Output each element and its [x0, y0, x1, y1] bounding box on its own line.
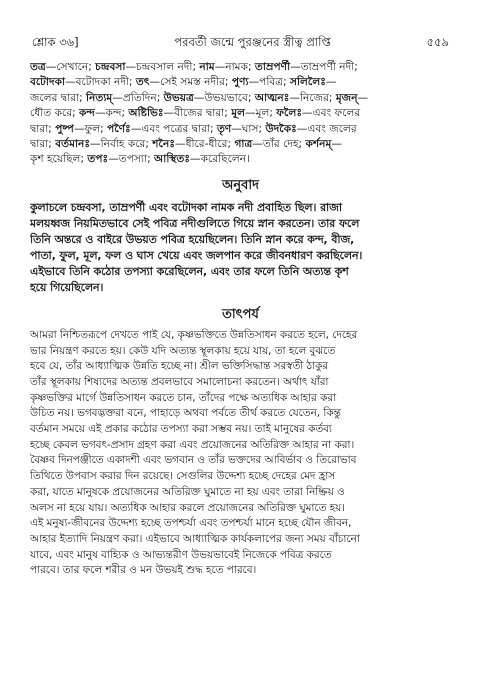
term-meaning: জলের দ্বারা;	[30, 91, 87, 104]
term-meaning: ধৌত করে;	[30, 107, 80, 120]
translation-line: পাতা, ফুল, মূল, ফল ও ঘাস খেয়ে এবং জলপান করে জীবনধারণ করছিলেন।	[30, 248, 363, 262]
term-meaning: —নামক;	[214, 61, 255, 73]
sanskrit-term: আস্থিতঃ	[154, 153, 191, 166]
sanskrit-term: তপঃ	[87, 153, 109, 166]
term-meaning: —	[357, 91, 369, 104]
sanskrit-term: বটোদকা	[30, 76, 66, 89]
synonym-line	[30, 91, 451, 106]
sanskrit-term: ফলৈঃ	[276, 107, 303, 120]
purport-line: বৈষ্ণব দিনপঞ্জীতে একাদশী এবং ভগবান ও তাঁর ভক্তদের আবির্ভাব ও তিরোভাব	[30, 454, 357, 467]
purport-line: তাঁর স্থূলকায় শিষ্যদের অত্যন্ত প্রবলভাবে সমালোচনা করতেন। অর্থাৎ যাঁরা	[30, 375, 329, 388]
translation-line: এইভাবে তিনি কঠোর তপস্যা করেছিলেন, এবং তার ফলে তিনি অত্যন্ত কৃশ	[30, 264, 349, 278]
purport-line: এই মনুষ্য-জীবনের উদ্দেশ্য হচ্ছে তপশ্চর্যা এবং তপশ্চর্যা মানে হচ্ছে যৌন জীবন,	[30, 517, 352, 530]
translation-heading: অনুবাদ	[222, 177, 259, 193]
translation-line: হয়ে গিয়েছিলেন।	[30, 280, 104, 294]
term-meaning: —	[331, 138, 342, 151]
sanskrit-term: পর্ণৈঃ	[107, 122, 131, 135]
purport-line: অলস না হয়ে যায়। অত্যধিক আহার করলে প্রয়োজনের অতিরিক্ত ঘুমাতে হয়।	[30, 501, 345, 514]
purport-line: উচিত নয়। ভগবদ্ভক্তরা বনে, পাহাড়ে অথবা পর্বতে তীর্থ করতে যেতেন, কিন্তু	[30, 407, 341, 420]
sanskrit-term: নাম	[199, 61, 215, 73]
sanskrit-term: তৃণ	[216, 122, 232, 135]
sanskrit-term: তত্র	[30, 61, 46, 73]
term-meaning: —ঘাস;	[231, 122, 266, 135]
term-meaning: —চন্দ্রবসাল নদী;	[125, 61, 200, 73]
purport-line: পারবে। তার ফলে শরীর ও মন উভয়ই শুদ্ধ হতে পারবে।	[30, 564, 257, 577]
term-meaning: —এবং ফলের	[302, 107, 361, 120]
sanskrit-term: মৃজন্	[335, 91, 358, 104]
term-meaning: —ফুল;	[73, 122, 108, 135]
sanskrit-term: আত্মনঃ	[254, 91, 290, 104]
purport-line: হচ্ছে কেবল ভগবৎ-প্রসাদ গ্রহণ করা এবং প্রয়োজনের অতিরিক্ত আহার না করা।	[30, 438, 355, 451]
synonym-line	[30, 152, 451, 167]
term-meaning: —করেছিলেন।	[190, 153, 250, 166]
verse-reference: শ্লোক ৩৬]	[32, 35, 79, 49]
purport-line: করা, যাতে মানুষকে প্রয়োজনের অতিরিক্ত ঘুমাতে না হয় এবং তারা নিষ্ক্রিয় ও	[30, 485, 345, 498]
sanskrit-term: সলিলৈঃ	[289, 76, 326, 89]
synonym-line	[30, 75, 451, 90]
sanskrit-term: গাত্র	[234, 138, 253, 151]
sanskrit-term: অষ্টিভিঃ	[128, 107, 164, 120]
term-meaning: —বটোদকা নদী;	[65, 76, 136, 89]
sanskrit-term: শনৈঃ	[152, 138, 175, 151]
purport-block	[30, 328, 451, 579]
purport-line: ভার নিয়ন্ত্রণ করতে হয়। কেউ যদি অত্যন্ত স্থূলকায় হয়ে যায়, তা হলে বুঝতে	[30, 344, 336, 357]
synonyms-block	[30, 60, 451, 168]
synonym-line	[30, 122, 451, 137]
synonym-line	[30, 106, 451, 121]
translation-line: কুলাচলে চন্দ্রবসা, তাম্রপর্ণী এবং বটোদকা নামক নদী প্রবাহিত ছিল। রাজা	[30, 200, 342, 214]
term-meaning: —মূল;	[244, 107, 277, 120]
term-meaning: —বীজের দ্বারা;	[163, 107, 232, 120]
term-meaning: —এবং জলের	[296, 122, 357, 135]
term-meaning: —তাঁর দেহ;	[252, 138, 306, 151]
sanskrit-term: উদকৈঃ	[265, 122, 297, 135]
purport-line: যাবে, এবং মানুষ বাহ্যিক ও আভ্যন্তরীণ উভয়ভাবেই নিজেকে পবিত্র করতে	[30, 548, 332, 561]
term-meaning: —কন্দ;	[94, 107, 129, 120]
term-meaning: —তপস্যা;	[108, 153, 155, 166]
synonym-line	[30, 60, 451, 75]
purport-line: হবে যে, তাঁর আধ্যাত্মিক উন্নতি হচ্ছে না। শ্রীল ভক্তিসিদ্ধান্ত সরস্বতী ঠাকুর	[30, 360, 329, 373]
chapter-title: পরবর্তী জন্মে পুরঞ্জনের স্ত্রীত্ব প্রাপ্তি	[174, 35, 331, 49]
translation-line: মলয়ধ্বজ নিয়মিতভাবে সেই পবিত্র নদীগুলিতে গিয়ে স্নান করতেন। তার ফলে	[30, 216, 360, 230]
term-meaning: দ্বারা;	[30, 138, 56, 151]
running-header	[30, 34, 451, 50]
synonym-line	[30, 137, 451, 152]
purport-line: আহার ইত্যাদি নিয়ন্ত্রণ করা। এইভাবে আধ্যাত্মিক কার্যকলাপের জন্য সময় বাঁচানো	[30, 532, 360, 545]
sanskrit-term: নিত্যম্	[86, 91, 113, 104]
term-meaning: —তাম্রপর্ণী নদী;	[290, 61, 358, 73]
translation-line: তিনি অন্তরে ও বাইরে উভয়ত পবিত্র হয়েছিলেন। তিনি স্নান করে কন্দ, বীজ,	[30, 232, 355, 246]
term-meaning: —উভয়ভাবে;	[193, 91, 255, 104]
sanskrit-term: তাম্রপর্ণী	[254, 61, 291, 73]
sanskrit-term: তৎ	[135, 76, 150, 89]
sanskrit-term: পুণ্য	[231, 76, 249, 89]
term-meaning: —নির্বাহ করে;	[90, 138, 153, 151]
term-meaning: —পবিত্র;	[248, 76, 290, 89]
term-meaning: —নিজের;	[289, 91, 336, 104]
term-meaning: —প্রতিদিন;	[112, 91, 164, 104]
sanskrit-term: কর্শনম্	[305, 138, 332, 151]
page-number: ৫৫৯	[426, 35, 449, 49]
purport-line: তিথিতে উপবাস করার দিন রয়েছে। সেগুলির উদ্দেশ্য হচ্ছে দেহের মেদ হ্রাস	[30, 470, 336, 483]
term-meaning: কৃশ হয়েছিল;	[30, 153, 88, 166]
sanskrit-term: চন্দ্রবসা	[95, 61, 126, 73]
sanskrit-term: কন্দ	[79, 107, 95, 120]
purport-heading: তাৎপর্য	[222, 306, 259, 322]
translation-block	[30, 200, 451, 296]
term-meaning: —এবং পত্রের দ্বারা;	[130, 122, 217, 135]
sanskrit-term: মূল	[231, 107, 245, 120]
sanskrit-term: বর্তমানঃ	[55, 138, 90, 151]
sanskrit-term: পুষ্প	[55, 122, 74, 135]
term-meaning: দ্বারা;	[30, 122, 56, 135]
term-meaning: —সেখানে;	[45, 61, 96, 73]
purport-line: বর্তমান সময়ে এই প্রকার কঠোর তপস্যা করা সম্ভব নয়। তাই মানুষের কর্তব্য	[30, 423, 332, 436]
purport-line: কৃষ্ণভক্তির মার্গে উন্নতিসাধন করতে চান, তাঁদের পক্ষে অত্যধিক আহার করা	[30, 391, 337, 404]
term-meaning: —সেই সমস্ত নদীর;	[149, 76, 232, 89]
term-meaning: —	[325, 76, 337, 89]
sanskrit-term: উভয়ত্র	[163, 91, 194, 104]
term-meaning: —ধীরে-ধীরে;	[174, 138, 235, 151]
purport-line: আমরা নিশ্চিতরূপে দেখতে পাই যে, কৃষ্ণভক্তিতে উন্নতিসাধন করতে হলে, দেহের	[30, 328, 358, 341]
